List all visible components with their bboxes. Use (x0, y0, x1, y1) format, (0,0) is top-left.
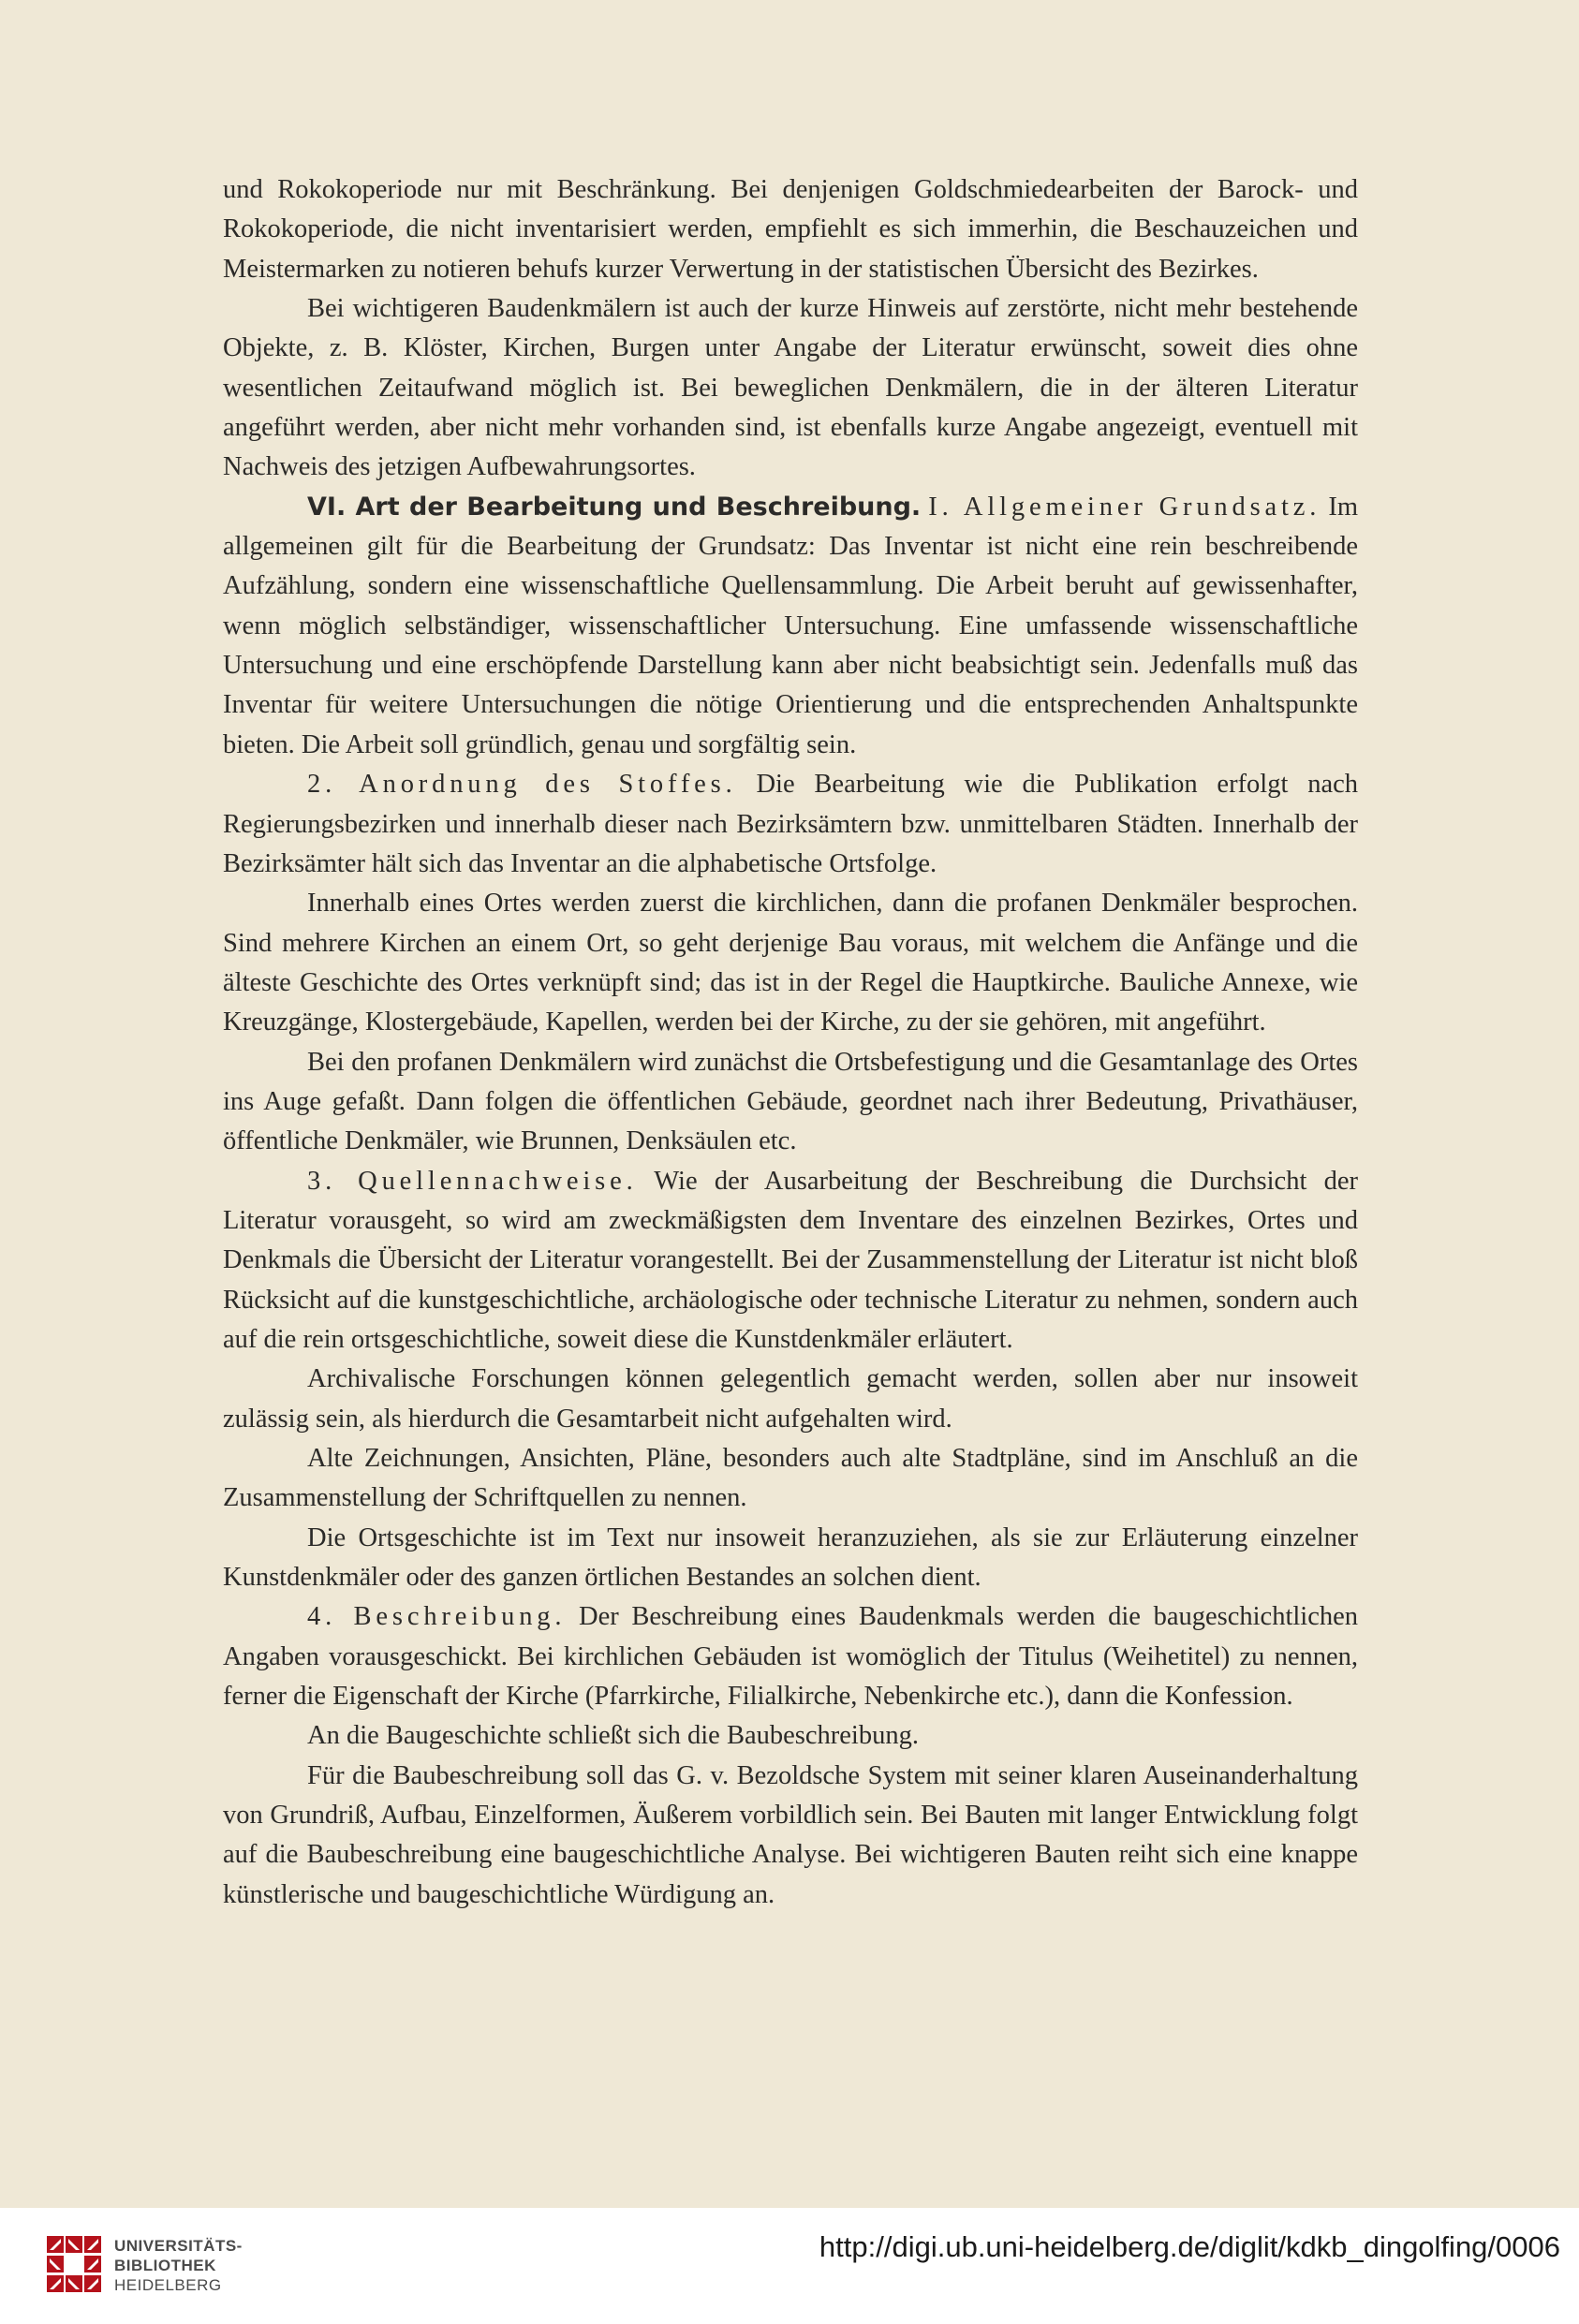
paragraph: Die Ortsgeschichte ist im Text nur insoweit heranzuziehen, als sie zur Erläuterung einzelner Kunstdenkmäler oder des ganzen örtlichen Bestandes an solchen dient. (223, 1522, 1358, 1593)
paragraph: Alte Zeichnungen, Ansichten, Pläne, besonders auch alte Stadtpläne, sind im Anschluß an die Zusammenstellung der Schriftquellen zu nennen. (223, 1444, 1358, 1513)
paragraph: Für die Baubeschreibung soll das G. v. Bezoldsche System mit seiner klaren Auseinanderhaltung von Grundriß, Aufbau, Einzelformen, Äußerem vorbildlich sein. Bei Bauten mit langer Entwicklung folgt auf die Baubeschreibung eine baugeschichtliche Analyse. Bei wichtigeren Bauten reiht sich eine knappe künstlerische und baugeschichtliche Würdigung an. (223, 1760, 1358, 1909)
library-name-line: BIBLIOTHEK (114, 2257, 216, 2274)
library-logo-icon (45, 2234, 103, 2294)
subsection-label: 3. Quellennachweise. (307, 1166, 638, 1196)
subsection-label: 2. Anordnung des Stoffes. (307, 770, 737, 800)
paragraph-text: Wie der Ausarbeitung der Beschreibung die Durchsicht der Literatur vorausgeht, so wird am zweckmäßigsten dem Inventare des einzelnen Bezirkes, Ortes und Denkmals die Übersicht der Literatur vorangestellt. Bei der Zusammenstellung der Literatur ist nicht bloß Rücksicht auf die kunstgeschichtliche, archäologische oder technische Literatur zu nehmen, sondern auch auf die rein ortsgeschichtliche, soweit diese die Kunstdenkmäler erläutert. (223, 1166, 1358, 1354)
paragraph (223, 1162, 1358, 1361)
paragraph: Bei den profanen Denkmälern wird zunächst die Ortsbefestigung und die Gesamtanlage des Ortes ins Auge gefaßt. Dann folgen die öffentlichen Gebäude, geordnet nach ihrer Bedeutung, Privathäuser, öffentliche Denkmäler, wie Brunnen, Denksäulen etc. (223, 1047, 1358, 1156)
footer-bar (0, 2208, 1579, 2324)
paragraph: Bei wichtigeren Baudenkmälern ist auch der kurze Hinweis auf zerstörte, nicht mehr bestehende Objekte, z. B. Klöster, Kirchen, Burgen unter Angabe der Literatur erwünscht, soweit dies ohne wesentlichen Zeitaufwand möglich ist. Bei beweglichen Denkmälern, die in der älteren Literatur angeführt werden, aber nicht mehr vorhanden sind, ist ebenfalls kurze Angabe angezeigt, eventuell mit Nachweis des jetzigen Aufbewahrungsortes. (223, 294, 1358, 482)
paragraph: An die Baugeschichte schließt sich die Baubeschreibung. (307, 1721, 919, 1751)
paragraph (223, 765, 1358, 884)
subsection-label: I. Allgemeiner Grundsatz. (928, 492, 1321, 522)
paragraph-text: Im allgemeinen gilt für die Bearbeitung der Grundsatz: Das Inventar ist nicht eine rein beschreibende Aufzählung, sondern eine wissenschaftliche Quellensammlung. Die Arbeit beruht auf gewissenhafter, wenn möglich selbständiger, wissenschaftlicher Untersuchung. Eine umfassende wissenschaftliche Untersuchung und eine erschöpfende Darstellung kann aber nicht beabsichtigt sein. Jedenfalls muß das Inventar für weitere Untersuchungen die nötige Orientierung und die entsprechenden Anhaltspunkte bieten. Die Arbeit soll gründlich, genau und sorgfältig sein. (223, 492, 1359, 759)
paragraph (223, 488, 1358, 765)
library-name-line: UNIVERSITÄTS- (114, 2237, 243, 2255)
paragraph: und Rokokoperiode nur mit Beschränkung. Bei denjenigen Goldschmiedearbeiten der Barock- und Rokokoperiode, die nicht inventarisiert werden, empfiehlt es sich immerhin, die Beschauzeichen und Meistermarken zu notieren behufs kurzer Verwertung in der statistischen Übersicht des Bezirkes. (223, 175, 1358, 284)
section-heading: VI. Art der Bearbeitung und Beschreibung. (307, 492, 922, 522)
library-name (114, 2236, 243, 2295)
paragraph (223, 1597, 1358, 1716)
source-url-link[interactable]: http://digi.ub.uni-heidelberg.de/diglit/kdkb_dingolfing/0006 (819, 2230, 1560, 2263)
paragraph-text: Der Beschreibung eines Baudenkmals werden die baugeschichtlichen Angaben vorausgeschickt. Bei kirchlichen Gebäuden ist womöglich der Titulus (Weihetitel) zu nennen, ferner die Eigenschaft der Kirche (Pfarrkirche, Filialkirche, Nebenkirche etc.), dann die Konfession. (223, 1602, 1358, 1712)
paragraph: Archivalische Forschungen können gelegentlich gemacht werden, sollen aber nur insoweit zulässig sein, als hierdurch die Gesamtarbeit nicht aufgehalten wird. (223, 1364, 1358, 1434)
paragraph-text: Die Bearbeitung wie die Publikation erfolgt nach Regierungsbezirken und innerhalb dieser nach Bezirksämtern bzw. unmittelbaren Städten. Innerhalb der Bezirksämter hält sich das Inventar an die alphabetische Ortsfolge. (223, 770, 1359, 878)
subsection-label: 4. Beschreibung. (307, 1602, 567, 1632)
library-name-line: HEIDELBERG (114, 2276, 222, 2294)
document-body (223, 170, 1358, 1915)
paragraph: Innerhalb eines Ortes werden zuerst die kirchlichen, dann die profanen Denkmäler besprochen. Sind mehrere Kirchen an einem Ort, so geht derjenige Bau voraus, mit welchem die Anfänge und die älteste Geschichte des Ortes verknüpft sind; das ist in der Regel die Hauptkirche. Bauliche Annexe, wie Kreuzgänge, Klostergebäude, Kapellen, werden bei der Kirche, zu der sie gehören, mit angeführt. (223, 889, 1358, 1037)
